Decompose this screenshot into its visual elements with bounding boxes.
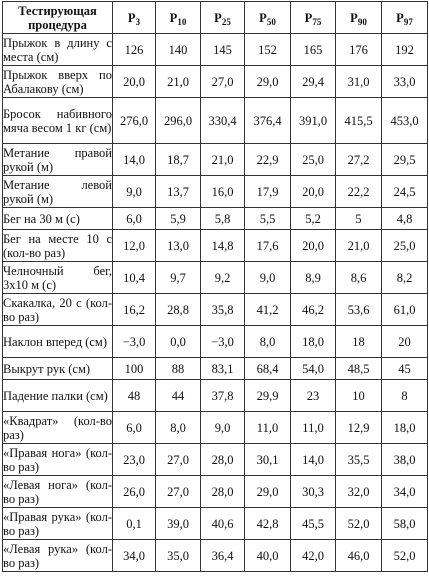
test-name-cell: «Левая рука» (кол-во раз) bbox=[3, 541, 112, 570]
table-row bbox=[3, 34, 428, 66]
value-cell: 27,0 bbox=[201, 66, 245, 98]
table-row bbox=[3, 176, 428, 208]
value-cell: 14,0 bbox=[113, 144, 156, 176]
value-cell: 276,0 bbox=[113, 98, 156, 144]
value-cell: 9,0 bbox=[201, 412, 245, 444]
table-body bbox=[3, 34, 428, 572]
value-cell: 29,5 bbox=[382, 144, 428, 176]
value-cell: 8,2 bbox=[382, 262, 428, 294]
value-cell: 35,0 bbox=[156, 540, 201, 572]
value-cell: 52,0 bbox=[382, 540, 428, 572]
table-row bbox=[3, 358, 428, 380]
header-p90: $P_{90}$ bbox=[336, 2, 382, 34]
value-cell: 330,4 bbox=[201, 98, 245, 144]
value-cell: 28,0 bbox=[201, 476, 245, 508]
value-cell: 18,0 bbox=[382, 412, 428, 444]
table-row bbox=[3, 326, 428, 358]
header-p3: $P_3$ bbox=[113, 2, 156, 34]
value-cell: 11,0 bbox=[245, 412, 291, 444]
value-cell: 26,0 bbox=[113, 476, 156, 508]
value-cell: 165 bbox=[291, 34, 336, 66]
value-cell: 8 bbox=[382, 380, 428, 412]
table-row bbox=[3, 294, 428, 326]
value-cell: 8,9 bbox=[291, 262, 336, 294]
value-cell: 46,0 bbox=[336, 540, 382, 572]
value-cell: 42,0 bbox=[291, 540, 336, 572]
value-cell: 37,8 bbox=[201, 380, 245, 412]
value-cell: 27,0 bbox=[156, 444, 201, 476]
value-cell: 6,0 bbox=[113, 208, 156, 230]
value-cell: 5,9 bbox=[156, 208, 201, 230]
percentile-table bbox=[2, 1, 428, 572]
value-cell: 46,2 bbox=[291, 294, 336, 326]
value-cell: 14,8 bbox=[201, 230, 245, 262]
value-cell: 44 bbox=[156, 380, 201, 412]
value-cell: 88 bbox=[156, 358, 201, 380]
header-p75: $P_{75}$ bbox=[291, 2, 336, 34]
value-cell: 0,0 bbox=[156, 326, 201, 358]
table-row bbox=[3, 508, 428, 540]
value-cell: 45,5 bbox=[291, 508, 336, 540]
value-cell: 126 bbox=[113, 34, 156, 66]
test-name-cell: Бросок набивного мяча весом 1 кг (см) bbox=[3, 98, 113, 144]
value-cell: 5 bbox=[336, 208, 382, 230]
value-cell: 27,0 bbox=[156, 476, 201, 508]
value-cell: 13,0 bbox=[156, 230, 201, 262]
table-row bbox=[3, 380, 428, 412]
value-cell: 10 bbox=[336, 380, 382, 412]
value-cell: 6,0 bbox=[113, 412, 156, 444]
header-row bbox=[3, 2, 428, 34]
header-p50: $P_{50}$ bbox=[245, 2, 291, 34]
value-cell: 33,0 bbox=[382, 66, 428, 98]
value-cell: 391,0 bbox=[291, 98, 336, 144]
table-row bbox=[3, 208, 428, 230]
value-cell: 29,0 bbox=[245, 476, 291, 508]
value-cell: 29,9 bbox=[245, 380, 291, 412]
value-cell: 8,0 bbox=[245, 326, 291, 358]
test-name-cell: Метание левой рукой (м) bbox=[3, 177, 112, 206]
value-cell: 5,8 bbox=[201, 208, 245, 230]
value-cell: 20,0 bbox=[291, 230, 336, 262]
value-cell: 17,9 bbox=[245, 176, 291, 208]
value-cell: 68,4 bbox=[245, 358, 291, 380]
value-cell: −3,0 bbox=[113, 326, 156, 358]
value-cell: 29,0 bbox=[245, 66, 291, 98]
value-cell: 27,2 bbox=[336, 144, 382, 176]
value-cell: 18,7 bbox=[156, 144, 201, 176]
value-cell: 16,0 bbox=[201, 176, 245, 208]
value-cell: 22,9 bbox=[245, 144, 291, 176]
table-row bbox=[3, 144, 428, 176]
table-row bbox=[3, 262, 428, 294]
value-cell: 100 bbox=[113, 358, 156, 380]
value-cell: 415,5 bbox=[336, 98, 382, 144]
value-cell: 18 bbox=[336, 326, 382, 358]
value-cell: 24,5 bbox=[382, 176, 428, 208]
value-cell: 45 bbox=[382, 358, 428, 380]
table-row bbox=[3, 476, 428, 508]
value-cell: 20,0 bbox=[113, 66, 156, 98]
value-cell: 41,2 bbox=[245, 294, 291, 326]
value-cell: 39,0 bbox=[156, 508, 201, 540]
value-cell: 30,1 bbox=[245, 444, 291, 476]
value-cell: 21,0 bbox=[156, 66, 201, 98]
value-cell: 61,0 bbox=[382, 294, 428, 326]
value-cell: 14,0 bbox=[291, 444, 336, 476]
value-cell: 83,1 bbox=[201, 358, 245, 380]
value-cell: 0,1 bbox=[113, 508, 156, 540]
test-name-cell: Прыжок в длину с места (см) bbox=[3, 35, 112, 64]
value-cell: 5,5 bbox=[245, 208, 291, 230]
value-cell: 152 bbox=[245, 34, 291, 66]
value-cell: 453,0 bbox=[382, 98, 428, 144]
value-cell: 18,0 bbox=[291, 326, 336, 358]
test-name-cell: Выкрут рук (см) bbox=[3, 358, 113, 380]
value-cell: 9,2 bbox=[201, 262, 245, 294]
value-cell: 9,7 bbox=[156, 262, 201, 294]
value-cell: 28,0 bbox=[201, 444, 245, 476]
value-cell: 11,0 bbox=[291, 412, 336, 444]
value-cell: 21,0 bbox=[336, 230, 382, 262]
test-name-cell: Скакалка, 20 с (кол-во раз) bbox=[3, 295, 112, 324]
value-cell: 42,8 bbox=[245, 508, 291, 540]
value-cell: 40,0 bbox=[245, 540, 291, 572]
value-cell: 38,0 bbox=[382, 444, 428, 476]
table-row bbox=[3, 540, 428, 572]
value-cell: 35,5 bbox=[336, 444, 382, 476]
test-name-cell: Челночный бег, 3х10 м (с) bbox=[3, 263, 112, 292]
value-cell: 35,8 bbox=[201, 294, 245, 326]
test-name-cell: Бег на 30 м (с) bbox=[3, 208, 113, 230]
value-cell: 40,6 bbox=[201, 508, 245, 540]
value-cell: 8,6 bbox=[336, 262, 382, 294]
value-cell: 5,2 bbox=[291, 208, 336, 230]
value-cell: 376,4 bbox=[245, 98, 291, 144]
value-cell: 34,0 bbox=[382, 476, 428, 508]
value-cell: 58,0 bbox=[382, 508, 428, 540]
value-cell: 25,0 bbox=[291, 144, 336, 176]
test-name-cell: «Левая нога» (кол-во раз) bbox=[3, 477, 112, 506]
value-cell: 23,0 bbox=[113, 444, 156, 476]
value-cell: 17,6 bbox=[245, 230, 291, 262]
value-cell: 29,4 bbox=[291, 66, 336, 98]
value-cell: 4,8 bbox=[382, 208, 428, 230]
value-cell: 176 bbox=[336, 34, 382, 66]
value-cell: 21,0 bbox=[201, 144, 245, 176]
test-name-cell: Метание правой рукой (м) bbox=[3, 145, 112, 174]
value-cell: 52,0 bbox=[336, 508, 382, 540]
header-p97: $P_{97}$ bbox=[382, 2, 428, 34]
value-cell: 34,0 bbox=[113, 540, 156, 572]
value-cell: 20,0 bbox=[291, 176, 336, 208]
test-name-cell: «Квадрат» (кол-во раз) bbox=[3, 413, 112, 442]
value-cell: 23 bbox=[291, 380, 336, 412]
value-cell: 16,2 bbox=[113, 294, 156, 326]
test-name-cell: Падение палки (см) bbox=[3, 380, 113, 412]
header-p10: $P_{10}$ bbox=[156, 2, 201, 34]
table-row bbox=[3, 412, 428, 444]
value-cell: 36,4 bbox=[201, 540, 245, 572]
value-cell: 54,0 bbox=[291, 358, 336, 380]
table-row bbox=[3, 98, 428, 144]
value-cell: 32,0 bbox=[336, 476, 382, 508]
value-cell: 20 bbox=[382, 326, 428, 358]
value-cell: 12,0 bbox=[113, 230, 156, 262]
test-name-cell: Прыжок вверх по Абалакову (см) bbox=[3, 67, 112, 96]
header-p25: $P_{25}$ bbox=[201, 2, 245, 34]
value-cell: 192 bbox=[382, 34, 428, 66]
value-cell: 30,3 bbox=[291, 476, 336, 508]
table-row bbox=[3, 230, 428, 262]
test-name-cell: Наклон вперед (см) bbox=[3, 326, 113, 358]
table-row bbox=[3, 444, 428, 476]
value-cell: 48,5 bbox=[336, 358, 382, 380]
value-cell: 140 bbox=[156, 34, 201, 66]
header-test-procedure: Тестирующая процедура bbox=[3, 2, 113, 34]
value-cell: 31,0 bbox=[336, 66, 382, 98]
value-cell: 296,0 bbox=[156, 98, 201, 144]
value-cell: 145 bbox=[201, 34, 245, 66]
value-cell: 48 bbox=[113, 380, 156, 412]
value-cell: 10,4 bbox=[113, 262, 156, 294]
test-name-cell: «Правая рука» (кол-во раз) bbox=[3, 509, 112, 538]
test-name-cell: Бег на месте 10 с (кол-во раз) bbox=[3, 231, 112, 260]
value-cell: 53,6 bbox=[336, 294, 382, 326]
value-cell: 28,8 bbox=[156, 294, 201, 326]
test-name-cell: «Правая нога» (кол-во раз) bbox=[3, 445, 112, 474]
value-cell: 25,0 bbox=[382, 230, 428, 262]
value-cell: 8,0 bbox=[156, 412, 201, 444]
value-cell: 9,0 bbox=[113, 176, 156, 208]
value-cell: 13,7 bbox=[156, 176, 201, 208]
value-cell: 12,9 bbox=[336, 412, 382, 444]
value-cell: 22,2 bbox=[336, 176, 382, 208]
value-cell: 9,0 bbox=[245, 262, 291, 294]
table-row bbox=[3, 66, 428, 98]
value-cell: −3,0 bbox=[201, 326, 245, 358]
